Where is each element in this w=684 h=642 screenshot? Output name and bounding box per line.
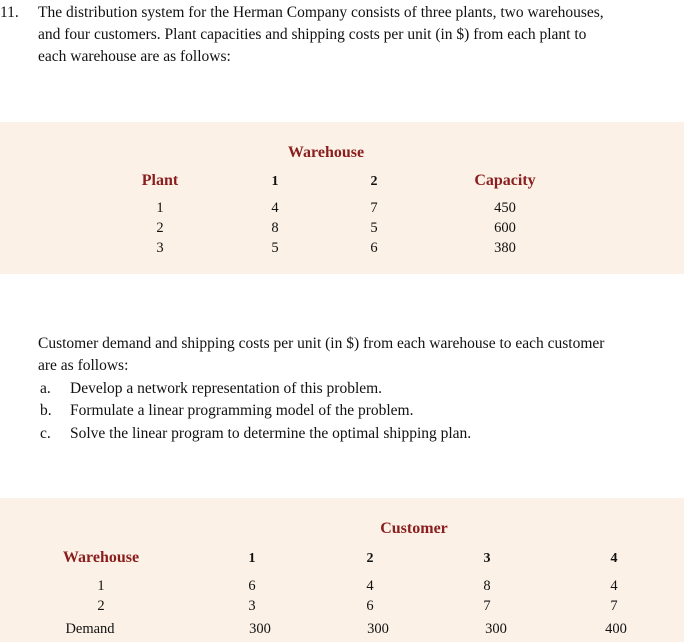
plant-column-header: Plant <box>141 172 179 189</box>
demand-intro-line-1: Customer demand and shipping costs per unit (in $) from each warehouse to each customer <box>38 335 605 352</box>
customer-group-header: Customer <box>380 520 448 537</box>
demand-cell: 400 <box>605 621 627 637</box>
demand-cell: 300 <box>249 621 271 637</box>
list-item-c: Solve the linear program to determine the optimal shipping plan. <box>70 425 472 442</box>
demand-cell: 300 <box>485 621 507 637</box>
capacity-column-header: Capacity <box>474 172 536 189</box>
customer-2-costs <box>366 576 373 616</box>
capacity-cell: 380 <box>494 240 516 256</box>
plant-id: 3 <box>156 240 164 256</box>
warehouse-column-header: Warehouse <box>62 549 140 566</box>
problem-line-1: The distribution system for the Herman Company consists of three plants, two warehouses, <box>38 4 604 21</box>
cost-cell: 7 <box>370 200 378 216</box>
list-marker-a: a. <box>40 380 51 397</box>
customer-4-costs <box>610 576 617 616</box>
cost-cell: 8 <box>271 220 279 236</box>
warehouse-1-costs <box>271 198 278 258</box>
list-marker-b: b. <box>40 402 52 419</box>
capacity-cell: 600 <box>494 220 516 236</box>
cost-cell: 4 <box>366 578 374 594</box>
cost-cell: 4 <box>610 578 618 594</box>
customer-3-header: 3 <box>483 551 491 566</box>
cost-cell: 5 <box>271 240 279 256</box>
customer-1-header: 1 <box>248 551 256 566</box>
demand-cell: 300 <box>367 621 389 637</box>
capacity-cell: 450 <box>494 200 516 216</box>
warehouse-1-header: 1 <box>271 174 279 189</box>
list-marker-c: c. <box>40 425 51 442</box>
plant-ids <box>156 198 163 258</box>
cost-cell: 7 <box>610 598 618 614</box>
customer-1-costs <box>248 576 255 616</box>
list-item-b: Formulate a linear programming model of the problem. <box>70 402 414 419</box>
warehouse-2-costs <box>370 198 377 258</box>
cost-cell: 3 <box>248 598 256 614</box>
cost-cell: 8 <box>483 578 491 594</box>
problem-line-3: each warehouse are as follows: <box>38 48 231 65</box>
plant-capacities <box>494 198 516 258</box>
cost-cell: 6 <box>366 598 374 614</box>
cost-cell: 4 <box>271 200 279 216</box>
cost-cell: 7 <box>483 598 491 614</box>
cost-cell: 6 <box>248 578 256 594</box>
demand-intro-line-2: are as follows: <box>38 357 129 374</box>
warehouse-group-header: Warehouse <box>287 144 365 161</box>
warehouse-2-header: 2 <box>370 174 378 189</box>
warehouse-id: 2 <box>97 598 105 614</box>
warehouse-id: 1 <box>97 578 105 594</box>
plant-id: 2 <box>156 220 164 236</box>
warehouse-ids <box>97 576 104 616</box>
problem-number: 11. <box>0 4 19 21</box>
problem-line-2: and four customers. Plant capacities and shipping costs per unit (in $) from each plant to <box>38 26 587 43</box>
customer-3-costs <box>483 576 490 616</box>
plant-id: 1 <box>156 200 164 216</box>
demand-row-label: Demand <box>65 621 115 637</box>
cost-cell: 5 <box>370 220 378 236</box>
customer-2-header: 2 <box>366 551 374 566</box>
cost-cell: 6 <box>370 240 378 256</box>
customer-4-header: 4 <box>610 551 618 566</box>
list-item-a: Develop a network representation of this problem. <box>70 380 383 397</box>
